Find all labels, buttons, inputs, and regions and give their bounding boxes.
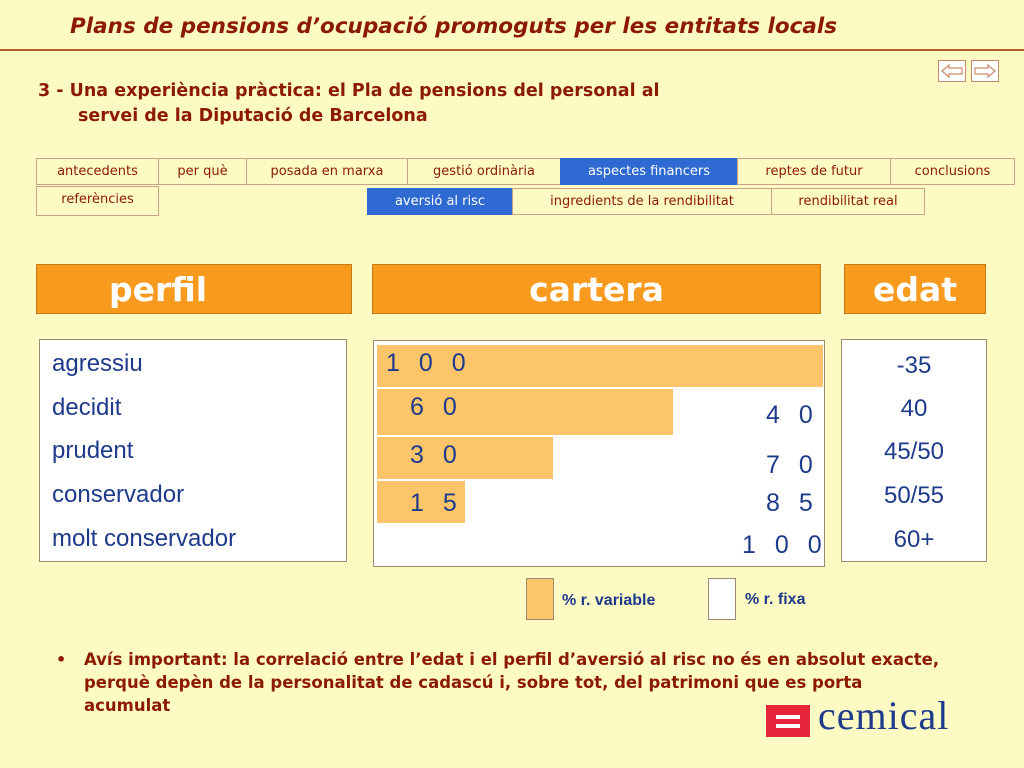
cartera-header: cartera [372,264,821,314]
legend-fixa-swatch [708,578,736,620]
next-slide-button[interactable] [971,60,999,82]
perfil-header: perfil [36,264,352,314]
perfil-panel [39,339,347,562]
subtitle-line-1: 3 - Una experiència pràctica: el Pla de pensions del personal al [38,81,660,101]
edat-item-5: 60+ [893,526,935,553]
subtab-rendibilitat-real[interactable]: rendibilitat real [771,188,925,215]
arrow-left-icon [941,64,963,78]
subtab-aversio-al-risc[interactable]: aversió al risc [367,188,513,215]
tab-gestio-ordinaria[interactable]: gestió ordinària [407,158,561,185]
note-bullet: • [56,650,67,669]
cartera-bar-variable-3 [377,437,553,479]
cartera-fixa-label-3: 7 0 [766,451,819,479]
tab-posada-en-marxa[interactable]: posada en marxa [246,158,408,185]
tab-aspectes-financers[interactable]: aspectes financers [560,158,738,185]
perfil-item-agressiu: agressiu [52,350,143,377]
cartera-fixa-label-2: 4 0 [766,401,819,429]
slide-subtitle [38,79,660,129]
legend-variable-swatch [526,578,554,620]
important-note: Avís important: la correlació entre l’edat i el perfil d’aversió al risc no és en absolut exacte, perquè depèn de la personalitat de cadascú i, sobre tot, del patrimoni que es porta acumulat [84,650,940,715]
tab-antecedents[interactable]: antecedents [36,158,159,185]
cartera-panel [373,340,828,567]
legend-fixa-label: % r. fixa [745,591,806,608]
title-divider [0,49,1024,51]
cartera-fixa-label-5: 1 0 0 [742,531,828,559]
perfil-item-molt-conservador: molt conservador [52,525,237,552]
tab-reptes-de-futur[interactable]: reptes de futur [737,158,891,185]
subtab-ingredients-de-la-rendibilitat[interactable]: ingredients de la rendibilitat [512,188,772,215]
cartera-variable-label-4: 1 5 [410,489,463,517]
prev-slide-button[interactable] [938,60,966,82]
edat-item-2: 40 [900,395,928,422]
cartera-fixa-label-4: 8 5 [766,489,819,517]
cartera-variable-label-2: 6 0 [410,393,463,421]
page-title: Plans de pensions d’ocupació promoguts per les entitats locals [70,14,838,39]
cartera-variable-label-3: 3 0 [410,441,463,469]
perfil-item-decidit: decidit [52,394,122,421]
tab-referencies[interactable]: referències [36,186,159,216]
edat-panel [841,339,987,562]
tab-conclusions[interactable]: conclusions [890,158,1015,185]
edat-item-1: -35 [896,352,932,379]
arrow-right-icon [974,64,996,78]
cemical-logo-mark [766,705,810,737]
edat-header: edat [844,264,986,314]
perfil-item-conservador: conservador [52,481,185,508]
cartera-variable-label-1: 1 0 0 [386,349,472,377]
tab-per-que[interactable]: per què [158,158,247,185]
edat-item-3: 45/50 [883,438,945,465]
edat-item-4: 50/55 [883,482,945,509]
legend-variable-label: % r. variable [562,592,656,609]
subtitle-line-2: servei de la Diputació de Barcelona [78,106,428,126]
cemical-logo-text: cemical [818,693,950,738]
perfil-item-prudent: prudent [52,437,134,464]
